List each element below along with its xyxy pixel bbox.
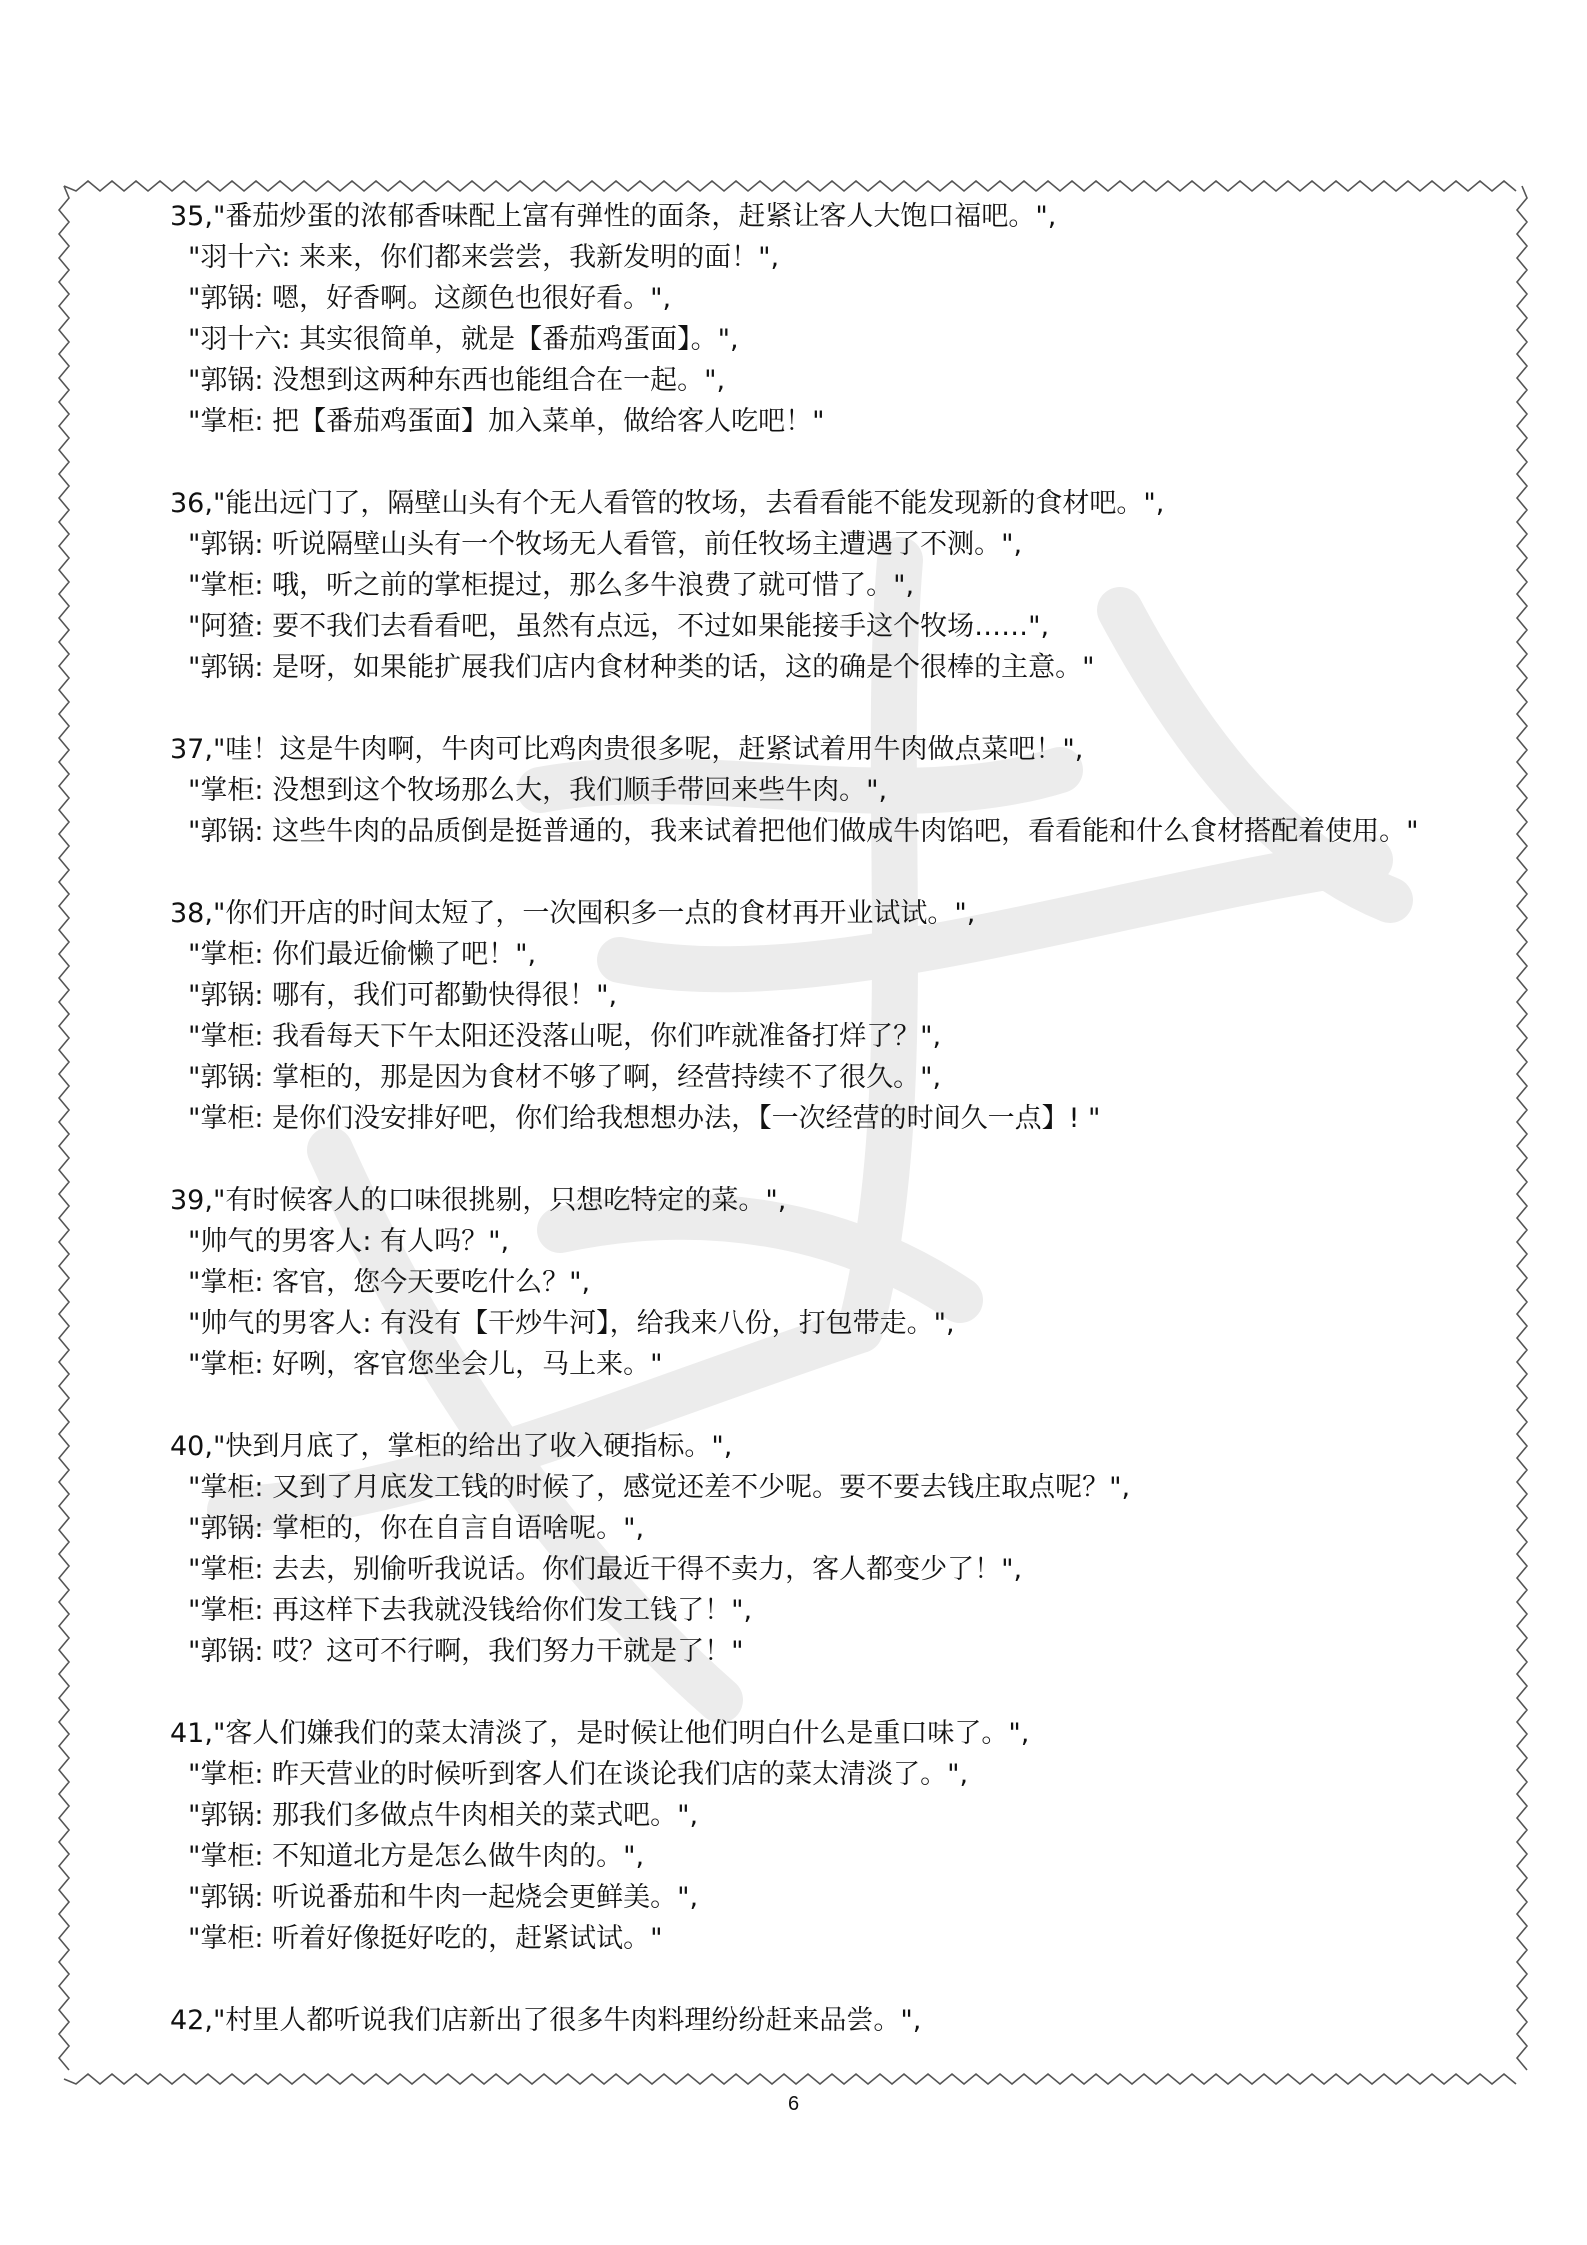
dialogue-block [170, 1426, 1480, 1672]
dialogue-block [170, 2000, 1480, 2041]
dialogue-line: "掌柜: 客官，您今天要吃什么？", [188, 1267, 591, 1298]
border-zigzag [1517, 186, 1527, 2070]
dialogue-block [170, 1713, 1480, 1959]
dialogue-line: "掌柜: 不知道北方是怎么做牛肉的。", [188, 1841, 645, 1872]
dialogue-line: "掌柜: 听着好像挺好吃的，赶紧试试。" [188, 1923, 663, 1954]
dialogue-block [170, 483, 1480, 688]
dialogue-line: "郭锅: 掌柜的，那是因为食材不够了啊，经营持续不了很久。", [188, 1062, 942, 1093]
dialogue-line: "郭锅: 掌柜的，你在自言自语啥呢。", [188, 1513, 645, 1544]
dialogue-block [170, 893, 1480, 1139]
dialogue-line: "掌柜: 你们最近偷懒了吧！", [188, 939, 537, 970]
block-heading: 35,"番茄炒蛋的浓郁香味配上富有弹性的面条，赶紧让客人大饱口福吧。", [170, 201, 1057, 232]
dialogue-line: "郭锅: 这些牛肉的品质倒是挺普通的，我来试着把他们做成牛肉馅吧，看看能和什么食材搭配着使用。" [188, 816, 1419, 847]
dialogue-block [170, 196, 1480, 442]
dialogue-line: "阿猹: 要不我们去看看吧，虽然有点远，不过如果能接手这个牧场……", [188, 611, 1050, 642]
document-body [170, 196, 1480, 2082]
dialogue-line: "郭锅: 听说隔壁山头有一个牧场无人看管，前任牧场主遭遇了不测。", [188, 529, 1023, 560]
page-number: 6 [787, 2093, 800, 2115]
dialogue-line: "郭锅: 哪有，我们可都勤快得很！", [188, 980, 618, 1011]
dialogue-line: "帅气的男客人: 有没有【干炒牛河】，给我来八份，打包带走。", [188, 1308, 955, 1339]
dialogue-line: "掌柜: 我看每天下午太阳还没落山呢，你们咋就准备打烊了？", [188, 1021, 942, 1052]
dialogue-line: "郭锅: 听说番茄和牛肉一起烧会更鲜美。", [188, 1882, 699, 1913]
dialogue-line: "郭锅: 哎？这可不行啊，我们努力干就是了！" [188, 1636, 744, 1667]
block-heading: 39,"有时候客人的口味很挑剔，只想吃特定的菜。", [170, 1185, 787, 1216]
block-heading: 40,"快到月底了，掌柜的给出了收入硬指标。", [170, 1431, 733, 1462]
dialogue-line: "掌柜: 把【番茄鸡蛋面】加入菜单，做给客人吃吧！" [188, 406, 825, 437]
dialogue-line: "掌柜: 又到了月底发工钱的时候了，感觉还差不少呢。要不要去钱庄取点呢？", [188, 1472, 1131, 1503]
dialogue-line: "掌柜: 再这样下去我就没钱给你们发工钱了！", [188, 1595, 753, 1626]
block-heading: 36,"能出远门了，隔壁山头有个无人看管的牧场，去看看能不能发现新的食材吧。", [170, 488, 1165, 519]
block-heading: 38,"你们开店的时间太短了，一次囤积多一点的食材再开业试试。", [170, 898, 976, 929]
border-zigzag [59, 186, 69, 2070]
dialogue-line: "掌柜: 哦，听之前的掌柜提过，那么多牛浪费了就可惜了。", [188, 570, 915, 601]
border-zigzag [64, 181, 1516, 191]
block-heading: 42,"村里人都听说我们店新出了很多牛肉料理纷纷赶来品尝。", [170, 2005, 922, 2036]
block-heading: 37,"哇！这是牛肉啊，牛肉可比鸡肉贵很多呢，赶紧试着用牛肉做点菜吧！", [170, 734, 1084, 765]
dialogue-line: "掌柜: 好咧，客官您坐会儿，马上来。" [188, 1349, 663, 1380]
dialogue-line: "掌柜: 去去，别偷听我说话。你们最近干得不卖力，客人都变少了！", [188, 1554, 1023, 1585]
dialogue-line: "羽十六: 其实很简单，就是【番茄鸡蛋面】。", [188, 324, 739, 355]
dialogue-line: "掌柜: 是你们没安排好吧，你们给我想想办法，【一次经营的时间久一点】! " [188, 1103, 1101, 1134]
dialogue-line: "郭锅: 是呀，如果能扩展我们店内食材种类的话，这的确是个很棒的主意。" [188, 652, 1095, 683]
block-heading: 41,"客人们嫌我们的菜太清淡了，是时候让他们明白什么是重口味了。", [170, 1718, 1030, 1749]
dialogue-line: "郭锅: 那我们多做点牛肉相关的菜式吧。", [188, 1800, 699, 1831]
dialogue-line: "帅气的男客人: 有人吗？", [188, 1226, 510, 1257]
dialogue-block [170, 1180, 1480, 1385]
dialogue-line: "郭锅: 嗯，好香啊。这颜色也很好看。", [188, 283, 672, 314]
dialogue-block [170, 729, 1480, 852]
dialogue-line: "羽十六: 来来，你们都来尝尝，我新发明的面！", [188, 242, 780, 273]
dialogue-line: "掌柜: 昨天营业的时候听到客人们在谈论我们店的菜太清淡了。", [188, 1759, 969, 1790]
dialogue-line: "郭锅: 没想到这两种东西也能组合在一起。", [188, 365, 726, 396]
dialogue-line: "掌柜: 没想到这个牧场那么大，我们顺手带回来些牛肉。", [188, 775, 888, 806]
